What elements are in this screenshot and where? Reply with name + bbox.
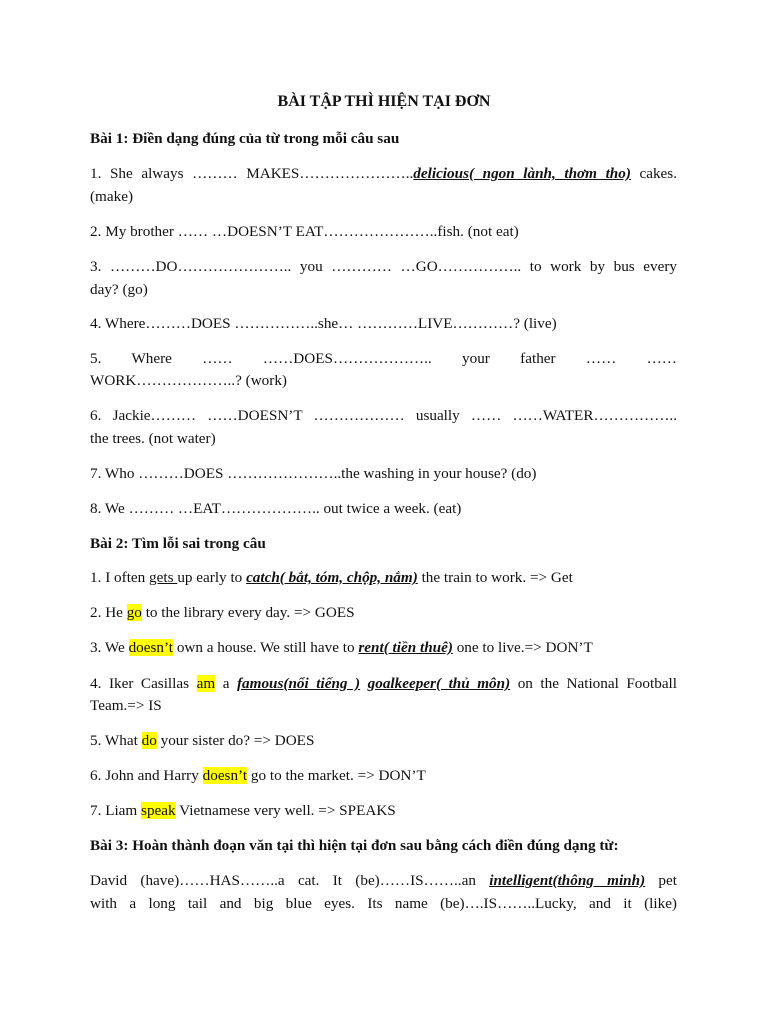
exercise-1-line-1 (90, 163, 677, 185)
error-word: am (196, 675, 216, 692)
error-word: doesn’t (202, 767, 248, 784)
text-run: 5. What (90, 732, 142, 749)
text-run: your sister do? => DOES (156, 732, 315, 749)
text-run: 3. We (90, 639, 129, 656)
text-run: the train to work. => Get (417, 569, 573, 586)
paragraph-line-2: with a long tail and big blue eyes. Its name (be)….IS……..Lucky, and it (like) (90, 895, 677, 912)
text-run: cakes. (630, 165, 677, 182)
text-run: Vietnamese very well. => SPEAKS (175, 802, 396, 819)
text-run: go to the market. => DON’T (247, 767, 426, 784)
error-sentence-4-line-2: Team.=> IS (90, 697, 162, 714)
exercise-5-line-2: WORK………………..? (work) (90, 372, 287, 389)
text-run: 4. Iker Casillas (90, 675, 197, 692)
exercise-1-line-2: (make) (90, 188, 134, 205)
page-title: BÀI TẬP THÌ HIỆN TẠI ĐƠN (277, 93, 491, 110)
error-sentence-3 (90, 637, 593, 659)
error-sentence-1 (90, 567, 573, 589)
vocab-term: goalkeeper( thủ môn) (367, 675, 511, 692)
vocab-term: rent( tiền thuê) (358, 639, 453, 656)
text-run: 1. I often (90, 569, 150, 586)
text-run: up early to (177, 569, 247, 586)
error-word: doesn’t (128, 639, 174, 656)
text-run: a (215, 675, 237, 692)
error-word: speak (141, 802, 176, 819)
vocab-term: intelligent(thông minh) (489, 872, 646, 889)
text-run: 7. Liam (90, 802, 142, 819)
exercise-4: 4. Where………DOES ……………..she… …………LIVE…………? (live) (90, 315, 557, 332)
error-sentence-2 (90, 602, 355, 624)
error-word: do (141, 732, 157, 749)
vocab-term: delicious( ngon lành, thơm tho) (413, 165, 631, 182)
text-run: on the National Football (510, 675, 677, 692)
error-sentence-7 (90, 800, 396, 822)
section-heading-bai2: Bài 2: Tìm lỗi sai trong câu (90, 535, 266, 552)
section-heading-bai3: Bài 3: Hoàn thành đoạn văn tại thì hiện tại đơn sau bằng cách điền đúng dạng từ: (90, 837, 619, 854)
text-run: pet (645, 872, 677, 889)
vocab-term: famous(nổi tiếng ) (236, 675, 361, 692)
exercise-3-line-1: 3. ………DO………………….. you ………… …GO…………….. to work by bus every (90, 258, 677, 275)
exercise-3-line-2: day? (go) (90, 281, 148, 298)
exercise-8: 8. We ……… …EAT……………….. out twice a week. (eat) (90, 500, 462, 517)
text-run: to the library every day. => GOES (141, 604, 355, 621)
text-run: 6. John and Harry (90, 767, 203, 784)
text-run: one to live.=> DON’T (452, 639, 593, 656)
section-heading-bai1: Bài 1: Điền dạng đúng của từ trong mỗi câu sau (90, 130, 400, 147)
exercise-7: 7. Who ………DOES …………………..the washing in your house? (do) (90, 465, 537, 482)
paragraph-line-1 (90, 870, 677, 892)
exercise-5-line-1: 5. Where …… ……DOES……………….. your father …… …… (90, 350, 677, 367)
text-run (360, 675, 368, 692)
text-run: 1. She always ……… MAKES………………….. (90, 165, 414, 182)
exercise-6-line-2: the trees. (not water) (90, 430, 216, 447)
error-sentence-6 (90, 765, 426, 787)
exercise-2: 2. My brother …… …DOESN’T EAT…………………..fish. (not eat) (90, 223, 519, 240)
vocab-term: catch( bắt, tóm, chộp, nắm) (246, 569, 418, 586)
error-sentence-4-line-1 (90, 673, 677, 695)
error-sentence-5 (90, 730, 314, 752)
text-run: 2. He (90, 604, 127, 621)
error-word: gets (149, 569, 178, 586)
text-run: own a house. We still have to (173, 639, 359, 656)
exercise-6-line-1: 6. Jackie……… ……DOESN’T ……………… usually …… ……WATER…………….. (90, 407, 677, 424)
text-run: David (have)……HAS……..a cat. It (be)……IS……..an (90, 872, 490, 889)
error-word: go (126, 604, 142, 621)
